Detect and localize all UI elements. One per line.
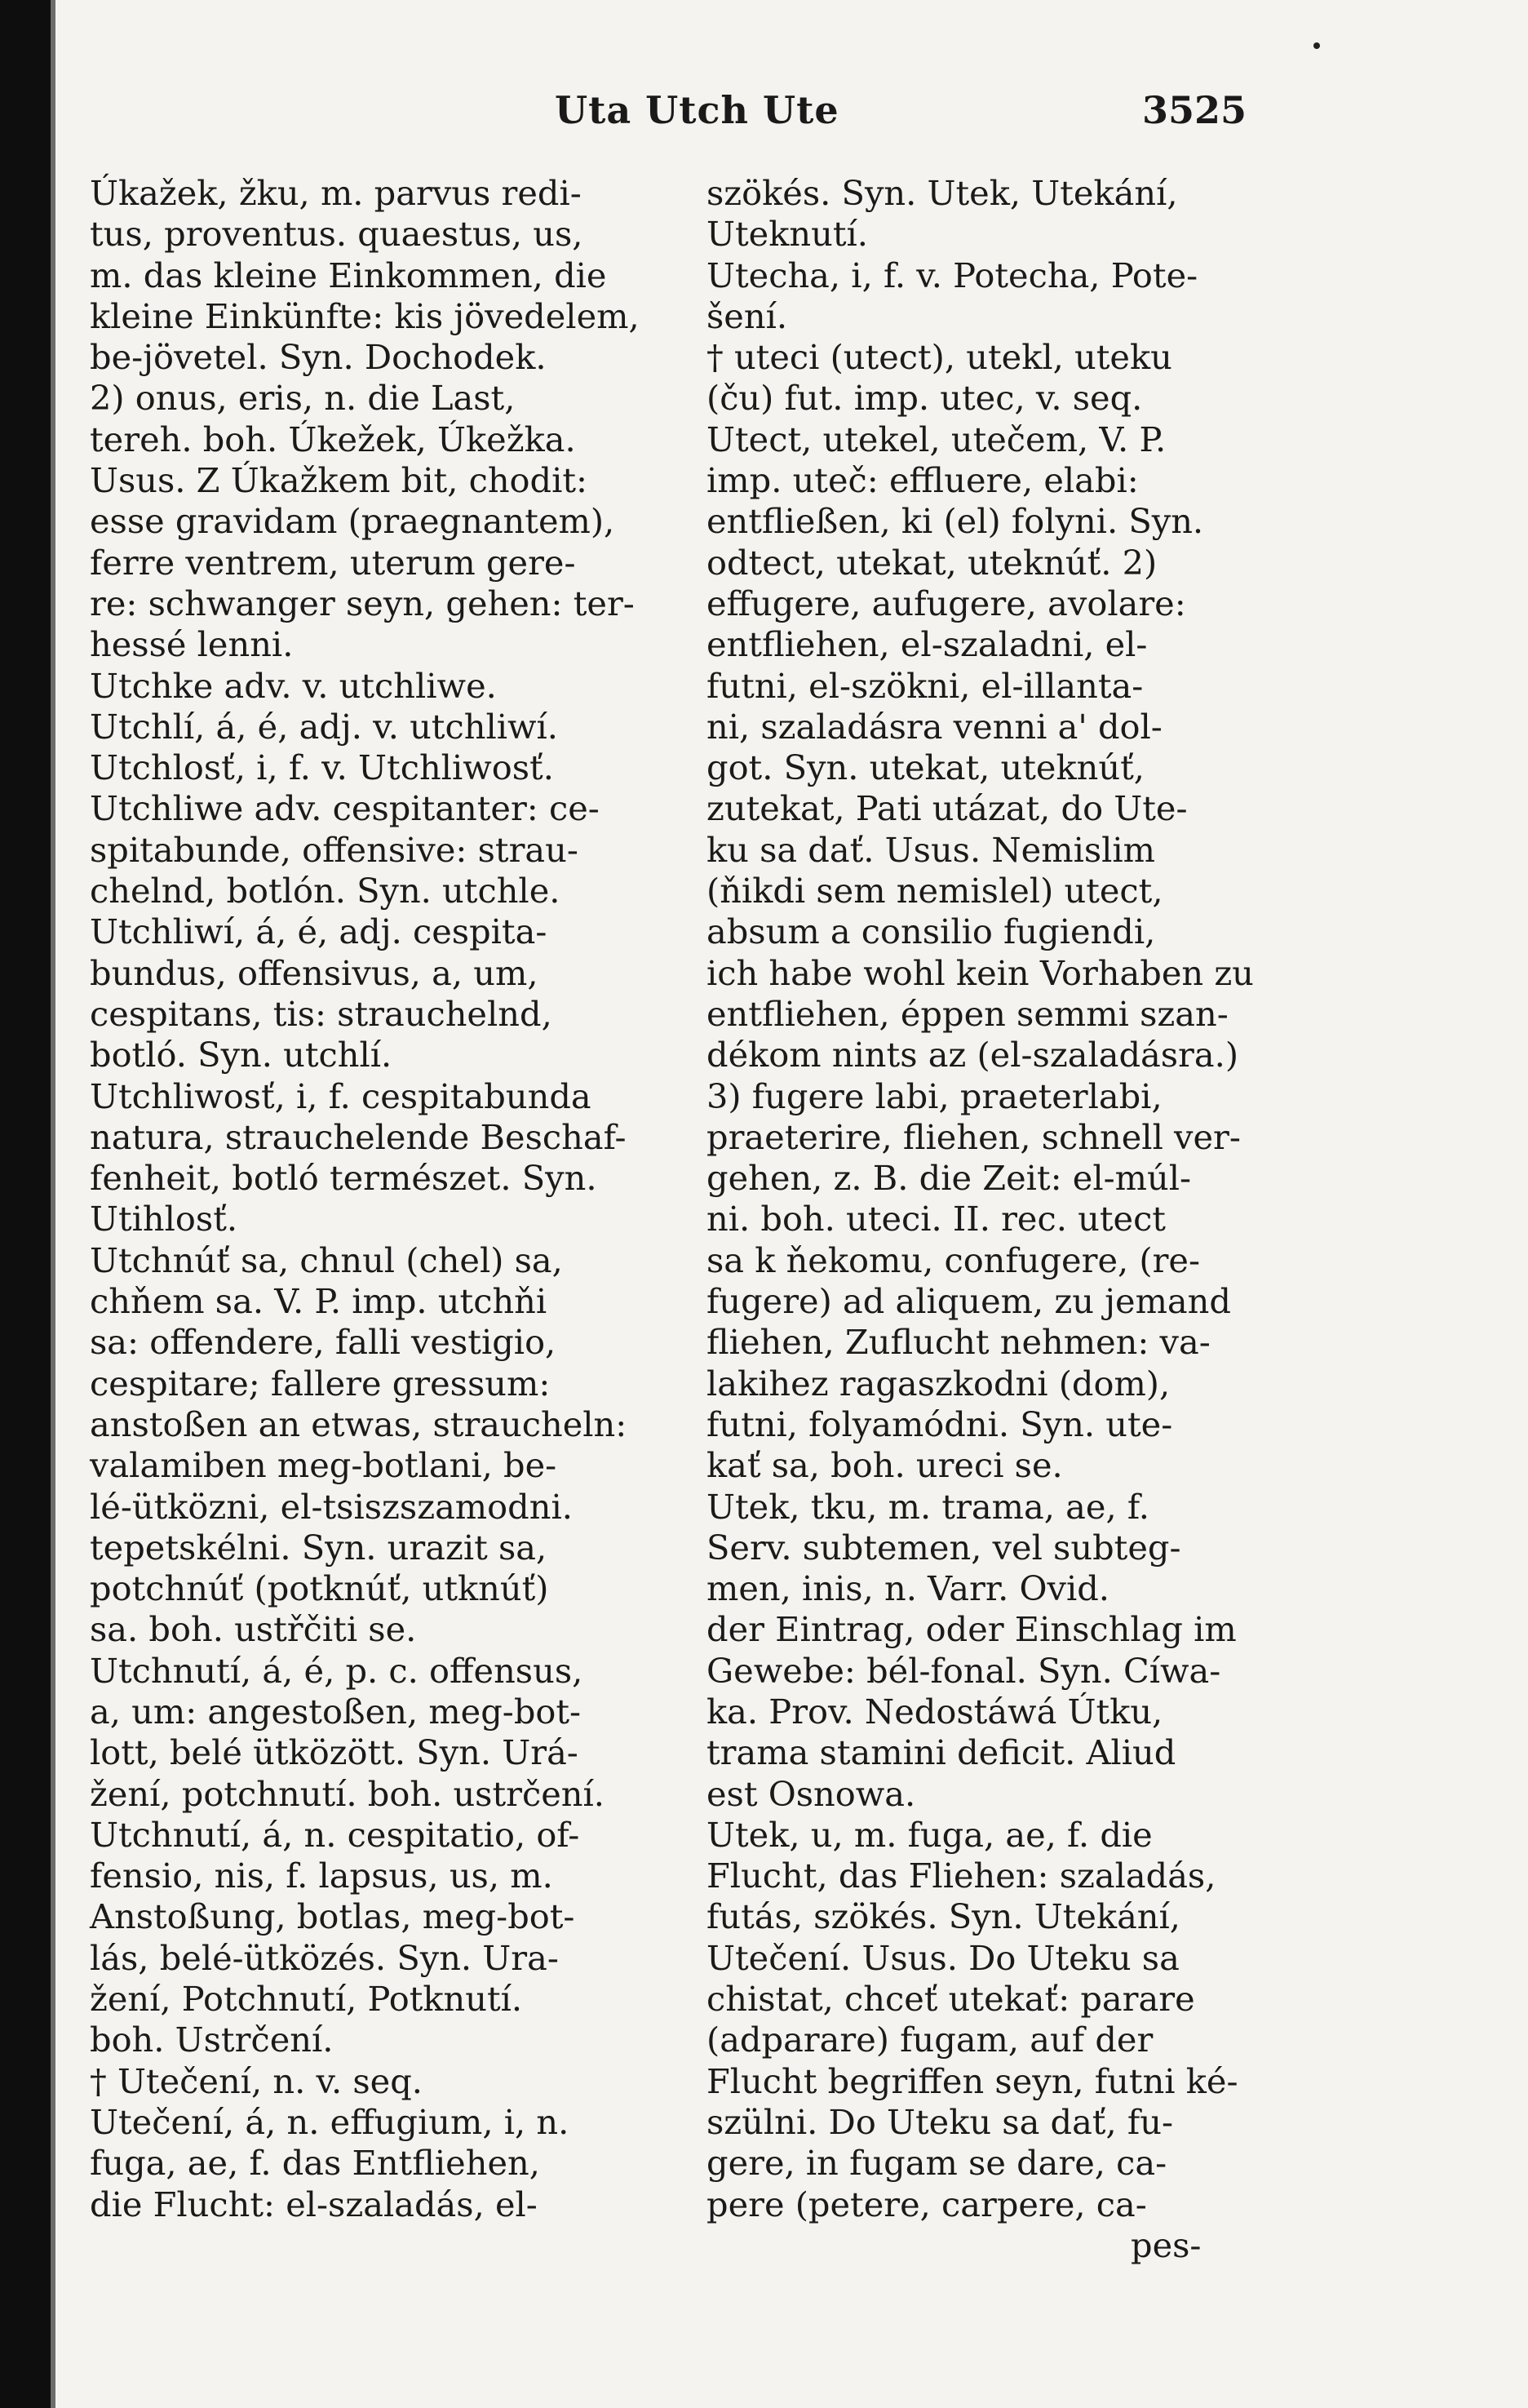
text-line: (ču) fut. imp. utec, v. seq. — [706, 378, 1143, 419]
text-line: esse gravidam (praegnantem), — [90, 501, 615, 542]
text-line: der Eintrag, oder Einschlag im — [706, 1609, 1237, 1650]
text-line: Utchlosť, i, f. v. Utchliwosť. — [90, 747, 554, 788]
text-line: tus, proventus. quaestus, us, — [90, 214, 583, 255]
text-line: ich habe wohl kein Vorhaben zu — [706, 952, 1254, 993]
text-line: pere (petere, carpere, ca- — [706, 2184, 1147, 2224]
text-line: Serv. subtemen, vel subteg- — [706, 1527, 1181, 1568]
text-line: tereh. boh. Úkežek, Úkežka. — [90, 419, 576, 459]
scan-left-edge — [0, 0, 51, 2408]
text-line: cespitans, tis: strauchelnd, — [90, 993, 552, 1034]
text-line: † uteci (utect), utekl, uteku — [706, 337, 1172, 378]
text-line: chistat, chceť utekať: parare — [706, 1979, 1195, 2020]
text-line: Utchnutí, á, é, p. c. offensus, — [90, 1650, 583, 1691]
text-line: Utihlosť. — [90, 1199, 238, 1239]
text-line: sa: offendere, falli vestigio, — [90, 1322, 556, 1363]
text-line: Usus. Z Úkažkem bit, chodit: — [90, 460, 588, 501]
text-line: fugere) ad aliquem, zu jemand — [706, 1281, 1231, 1322]
text-line: pes- — [1131, 2224, 1202, 2265]
text-line: Utchliwosť, i, f. cespitabunda — [90, 1075, 591, 1116]
running-header: Uta Utch Ute — [555, 88, 839, 132]
text-line: sa k ňekomu, confugere, (re- — [706, 1239, 1201, 1280]
text-line: m. das kleine Einkommen, die — [90, 255, 607, 295]
text-line: † Utečení, n. v. seq. — [90, 2060, 423, 2101]
text-line: Flucht, das Fliehen: szaladás, — [706, 1856, 1216, 1896]
text-line: Utečení. Usus. Do Uteku sa — [706, 1937, 1180, 1978]
text-line: Utect, utekel, utečem, V. P. — [706, 419, 1167, 459]
text-line: szökés. Syn. Utek, Utekání, — [706, 173, 1178, 213]
text-line: Utek, tku, m. trama, ae, f. — [706, 1486, 1149, 1527]
text-line: fliehen, Zuflucht nehmen: va- — [706, 1322, 1211, 1363]
text-line: Flucht begriffen seyn, futni ké- — [706, 2060, 1238, 2101]
scan-edge-shadow — [51, 0, 55, 2408]
text-line: imp. uteč: effluere, elabi: — [706, 460, 1139, 501]
text-line: žení, Potchnutí, Potknutí. — [90, 1979, 523, 2020]
text-line: chelnd, botlón. Syn. utchle. — [90, 871, 560, 911]
text-line: fensio, nis, f. lapsus, us, m. — [90, 1856, 553, 1896]
text-line: bundus, offensivus, a, um, — [90, 952, 538, 993]
text-line: lé-ütközni, el-tsiszszamodni. — [90, 1486, 573, 1527]
text-line: boh. Ustrčení. — [90, 2020, 334, 2060]
text-line: potchnúť (potknúť, utknúť) — [90, 1568, 549, 1609]
text-line: tepetskélni. Syn. urazit sa, — [90, 1527, 547, 1568]
text-line: natura, strauchelende Beschaf- — [90, 1116, 627, 1157]
text-line: Gewebe: bél-fonal. Syn. Cíwa- — [706, 1650, 1221, 1691]
text-line: odtect, utekat, uteknúť. 2) — [706, 542, 1158, 583]
text-line: dékom nints az (el-szaladásra.) — [706, 1035, 1239, 1075]
text-line: entfließen, ki (el) folyni. Syn. — [706, 501, 1204, 542]
text-line: Utek, u, m. fuga, ae, f. die — [706, 1814, 1153, 1855]
text-line: Utchke adv. v. utchliwe. — [90, 665, 497, 706]
text-line: zutekat, Pati utázat, do Ute- — [706, 788, 1188, 829]
text-line: spitabunde, offensive: strau- — [90, 829, 578, 870]
text-line: est Osnowa. — [706, 1773, 916, 1814]
text-line: 3) fugere labi, praeterlabi, — [706, 1075, 1163, 1116]
text-line: hessé lenni. — [90, 624, 294, 665]
text-line: sa. boh. ustřčiti se. — [90, 1609, 417, 1650]
text-line: ku sa dať. Usus. Nemislim — [706, 829, 1156, 870]
left-column — [90, 173, 677, 2225]
text-line: szülni. Do Uteku sa dať, fu- — [706, 2101, 1173, 2142]
text-line: (adparare) fugam, auf der — [706, 2020, 1154, 2060]
text-line: lakihez ragaszkodni (dom), — [706, 1363, 1171, 1404]
text-line: futás, szökés. Syn. Utekání, — [706, 1896, 1180, 1937]
text-line: ka. Prov. Nedostáwá Útku, — [706, 1691, 1163, 1732]
page-number: 3525 — [1142, 88, 1247, 132]
text-line: gere, in fugam se dare, ca- — [706, 2143, 1167, 2184]
text-line: effugere, aufugere, avolare: — [706, 583, 1186, 623]
text-line: a, um: angestoßen, meg-bot- — [90, 1691, 582, 1732]
right-column — [706, 173, 1295, 2266]
text-line: valamiben meg-botlani, be- — [90, 1445, 557, 1486]
text-line: kať sa, boh. ureci se. — [706, 1445, 1063, 1486]
text-line: futni, el-szökni, el-illanta- — [706, 665, 1144, 706]
text-line: fuga, ae, f. das Entfliehen, — [90, 2143, 540, 2184]
text-line: Utchlí, á, é, adj. v. utchliwí. — [90, 706, 558, 747]
text-line: 2) onus, eris, n. die Last, — [90, 378, 516, 419]
text-line: praeterire, fliehen, schnell ver- — [706, 1116, 1241, 1157]
text-line: Utchliwí, á, é, adj. cespita- — [90, 911, 547, 952]
text-line: ni. boh. uteci. II. rec. utect — [706, 1199, 1166, 1239]
text-line: chňem sa. V. P. imp. utchňi — [90, 1281, 547, 1322]
text-line: trama stamini deficit. Aliud — [706, 1732, 1176, 1773]
text-line: got. Syn. utekat, uteknúť, — [706, 747, 1145, 788]
text-line: be-jövetel. Syn. Dochodek. — [90, 337, 547, 378]
text-line: fenheit, botló természet. Syn. — [90, 1158, 597, 1199]
text-line: Utchnúť sa, chnul (chel) sa, — [90, 1239, 563, 1280]
text-line: futni, folyamódni. Syn. ute- — [706, 1404, 1173, 1444]
text-line: (ňikdi sem nemislel) utect, — [706, 871, 1163, 911]
text-line: gehen, z. B. die Zeit: el-múl- — [706, 1158, 1191, 1199]
text-line: entfliehen, éppen semmi szan- — [706, 993, 1229, 1034]
text-line: Utchliwe adv. cespitanter: ce- — [90, 788, 600, 829]
text-line: kleine Einkünfte: kis jövedelem, — [90, 295, 640, 336]
text-line: botló. Syn. utchlí. — [90, 1035, 392, 1075]
text-line: ferre ventrem, uterum gere- — [90, 542, 576, 583]
text-line: Úkažek, žku, m. parvus redi- — [90, 173, 582, 213]
text-line: men, inis, n. Varr. Ovid. — [706, 1568, 1109, 1609]
text-line: Anstoßung, botlas, meg-bot- — [90, 1896, 575, 1937]
text-line: lás, belé-ütközés. Syn. Ura- — [90, 1937, 559, 1978]
text-line: žení, potchnutí. boh. ustrčení. — [90, 1773, 605, 1814]
text-line: Utecha, i, f. v. Potecha, Pote- — [706, 255, 1198, 295]
scan-speck — [1313, 42, 1320, 49]
text-line: lott, belé ütközött. Syn. Urá- — [90, 1732, 578, 1773]
text-line: ni, szaladásra venni a' dol- — [706, 706, 1163, 747]
text-line: Uteknutí. — [706, 214, 868, 255]
text-line: entfliehen, el-szaladni, el- — [706, 624, 1148, 665]
text-line: die Flucht: el-szaladás, el- — [90, 2184, 538, 2224]
text-line: Utečení, á, n. effugium, i, n. — [90, 2101, 569, 2142]
text-line: absum a consilio fugiendi, — [706, 911, 1156, 952]
text-line: Utchnutí, á, n. cespitatio, of- — [90, 1814, 580, 1855]
text-line: šení. — [706, 295, 788, 336]
text-line: cespitare; fallere gressum: — [90, 1363, 551, 1404]
text-line: anstoßen an etwas, straucheln: — [90, 1404, 627, 1444]
text-line: re: schwanger seyn, gehen: ter- — [90, 583, 635, 623]
